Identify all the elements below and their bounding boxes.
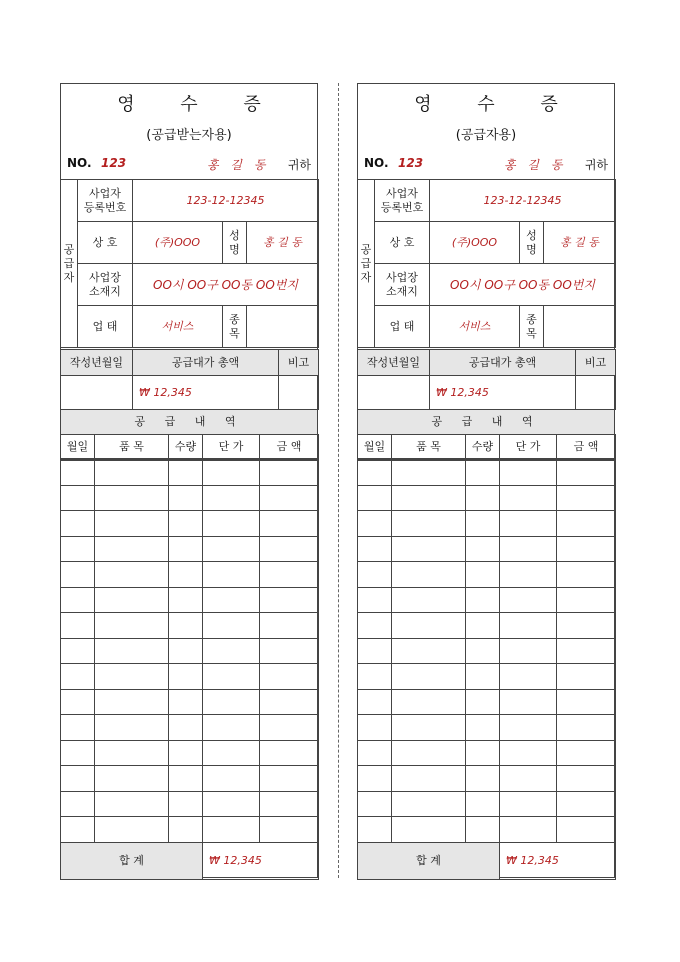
address-label: 사업장 소재지 (78, 264, 133, 306)
item-name-cell (392, 689, 466, 715)
item-row (61, 613, 319, 639)
item-qty-cell (169, 587, 203, 613)
receipt-customer-copy (60, 83, 318, 878)
item-qty-cell (466, 766, 500, 792)
item-amount-cell (557, 791, 616, 817)
item-date-cell (358, 485, 392, 511)
address-value: OO시 OO구 OO동 OO번지 (133, 264, 319, 306)
item-qty-cell (169, 511, 203, 537)
col-price: 단 가 (203, 435, 260, 460)
item-row (358, 536, 616, 562)
item-qty-cell (169, 817, 203, 843)
item-date-cell (358, 638, 392, 664)
item-name-cell (392, 460, 466, 486)
item-price-cell (500, 536, 557, 562)
total-label: 공급대가 총액 (430, 350, 576, 376)
item-type-value (544, 306, 616, 348)
item-price-cell (203, 766, 260, 792)
item-qty-cell (466, 587, 500, 613)
item-qty-cell (169, 664, 203, 690)
receipt-title: 영 수 증 (414, 94, 578, 115)
item-price-cell (203, 485, 260, 511)
item-amount-cell (557, 511, 616, 537)
item-qty-cell (169, 791, 203, 817)
receipt-number-row (67, 156, 311, 174)
details-label: 공 급 내 역 (358, 410, 615, 435)
note-label: 비고 (279, 350, 319, 376)
col-qty: 수량 (169, 435, 203, 460)
item-qty-cell (466, 817, 500, 843)
item-price-cell (500, 664, 557, 690)
item-date-cell (61, 511, 95, 537)
receipt-number-row (364, 156, 608, 174)
items-table (357, 459, 616, 843)
item-amount-cell (260, 613, 319, 639)
item-row (358, 587, 616, 613)
item-name-cell (95, 791, 169, 817)
col-amount: 금 액 (260, 435, 319, 460)
col-price: 단 가 (500, 435, 557, 460)
item-row (61, 664, 319, 690)
items-header (60, 434, 319, 461)
item-date-cell (61, 740, 95, 766)
sum-table (357, 842, 616, 880)
note-value (576, 376, 616, 410)
items-header (357, 434, 616, 461)
item-price-cell (500, 485, 557, 511)
item-amount-cell (557, 536, 616, 562)
details-header (60, 409, 318, 435)
item-qty-cell (169, 740, 203, 766)
business-value: 서비스 (133, 306, 223, 348)
item-type-label: 종 목 (520, 306, 544, 348)
item-price-cell (203, 715, 260, 741)
item-name-cell (392, 613, 466, 639)
item-name-cell (392, 536, 466, 562)
item-type-label: 종 목 (223, 306, 247, 348)
item-qty-cell (169, 460, 203, 486)
item-amount-cell (260, 562, 319, 588)
item-amount-cell (557, 715, 616, 741)
item-qty-cell (466, 740, 500, 766)
name-value: 홍 길 동 (247, 222, 319, 264)
sum-label: 합 계 (61, 843, 203, 880)
company-label: 상 호 (375, 222, 430, 264)
item-amount-cell (260, 715, 319, 741)
item-price-cell (203, 664, 260, 690)
item-row (358, 766, 616, 792)
item-type-value (247, 306, 319, 348)
item-name-cell (95, 485, 169, 511)
item-name-cell (392, 562, 466, 588)
customer-name: 홍 길 동 (207, 158, 270, 172)
no-value: 123 (398, 156, 424, 170)
sum-label: 합 계 (358, 843, 500, 880)
item-qty-cell (466, 485, 500, 511)
supplier-table (60, 179, 319, 348)
total-label: 공급대가 총액 (133, 350, 279, 376)
item-price-cell (500, 638, 557, 664)
item-name-cell (392, 740, 466, 766)
details-header (357, 409, 615, 435)
note-label: 비고 (576, 350, 616, 376)
item-name-cell (95, 613, 169, 639)
col-amount: 금 액 (557, 435, 616, 460)
item-row (358, 511, 616, 537)
date-label: 작성년월일 (61, 350, 133, 376)
item-price-cell (203, 817, 260, 843)
item-price-cell (203, 740, 260, 766)
item-amount-cell (260, 536, 319, 562)
item-amount-cell (557, 485, 616, 511)
item-row (358, 740, 616, 766)
item-price-cell (203, 536, 260, 562)
item-date-cell (358, 715, 392, 741)
item-price-cell (203, 689, 260, 715)
item-amount-cell (557, 766, 616, 792)
item-amount-cell (557, 613, 616, 639)
item-amount-cell (260, 511, 319, 537)
no-label: NO. (67, 156, 92, 170)
item-row (61, 562, 319, 588)
item-price-cell (500, 613, 557, 639)
cut-line (338, 83, 339, 878)
item-row (61, 715, 319, 741)
honorific-suffix: 귀하 (287, 158, 311, 172)
item-qty-cell (169, 562, 203, 588)
company-value: (주)OOO (430, 222, 520, 264)
item-name-cell (95, 536, 169, 562)
reg-label: 사업자 등록번호 (375, 180, 430, 222)
items-table (60, 459, 319, 843)
item-qty-cell (169, 613, 203, 639)
total-table (60, 349, 319, 410)
item-name-cell (392, 817, 466, 843)
item-amount-cell (557, 664, 616, 690)
item-name-cell (392, 485, 466, 511)
item-amount-cell (260, 485, 319, 511)
item-row (61, 511, 319, 537)
item-date-cell (61, 817, 95, 843)
receipt-subtitle: (공급자용) (455, 128, 517, 143)
total-value: ₩ 12,345 (133, 376, 279, 410)
item-name-cell (95, 587, 169, 613)
item-name-cell (95, 638, 169, 664)
item-price-cell (500, 511, 557, 537)
item-name-cell (392, 511, 466, 537)
details-label: 공 급 내 역 (61, 410, 318, 435)
item-qty-cell (169, 715, 203, 741)
item-name-cell (95, 715, 169, 741)
item-row (358, 485, 616, 511)
item-date-cell (61, 689, 95, 715)
item-date-cell (358, 766, 392, 792)
item-amount-cell (557, 689, 616, 715)
item-row (61, 638, 319, 664)
business-label: 업 태 (375, 306, 430, 348)
item-row (61, 766, 319, 792)
date-value (358, 376, 430, 410)
item-date-cell (61, 562, 95, 588)
sum-value: ₩ 12,345 (203, 843, 319, 880)
item-price-cell (500, 766, 557, 792)
item-price-cell (203, 562, 260, 588)
item-row (61, 740, 319, 766)
note-value (279, 376, 319, 410)
business-value: 서비스 (430, 306, 520, 348)
item-amount-cell (557, 817, 616, 843)
item-qty-cell (466, 562, 500, 588)
item-date-cell (358, 587, 392, 613)
item-name-cell (392, 587, 466, 613)
item-name-cell (392, 638, 466, 664)
item-name-cell (95, 740, 169, 766)
item-qty-cell (466, 689, 500, 715)
item-qty-cell (466, 638, 500, 664)
item-name-cell (392, 766, 466, 792)
item-date-cell (61, 715, 95, 741)
receipt-supplier-copy (357, 83, 615, 878)
company-value: (주)OOO (133, 222, 223, 264)
item-qty-cell (466, 715, 500, 741)
item-price-cell (203, 460, 260, 486)
item-name-cell (95, 511, 169, 537)
supplier-label: 공 급 자 (358, 180, 375, 348)
col-qty: 수량 (466, 435, 500, 460)
item-amount-cell (260, 638, 319, 664)
item-row (61, 817, 319, 843)
item-date-cell (358, 511, 392, 537)
honorific-suffix: 귀하 (584, 158, 608, 172)
item-price-cell (203, 613, 260, 639)
item-qty-cell (169, 766, 203, 792)
total-table (357, 349, 616, 410)
item-amount-cell (260, 664, 319, 690)
item-date-cell (358, 562, 392, 588)
supplier-table (357, 179, 616, 348)
item-price-cell (500, 817, 557, 843)
item-row (358, 817, 616, 843)
item-date-cell (61, 460, 95, 486)
item-amount-cell (260, 817, 319, 843)
item-amount-cell (557, 460, 616, 486)
item-date-cell (61, 664, 95, 690)
name-label: 성 명 (223, 222, 247, 264)
sum-value: ₩ 12,345 (500, 843, 616, 880)
item-date-cell (358, 664, 392, 690)
item-price-cell (500, 689, 557, 715)
item-qty-cell (466, 613, 500, 639)
reg-label: 사업자 등록번호 (78, 180, 133, 222)
company-label: 상 호 (78, 222, 133, 264)
item-name-cell (95, 817, 169, 843)
item-name-cell (95, 766, 169, 792)
item-qty-cell (169, 689, 203, 715)
item-price-cell (500, 740, 557, 766)
item-amount-cell (557, 587, 616, 613)
item-date-cell (61, 638, 95, 664)
item-amount-cell (557, 740, 616, 766)
item-price-cell (203, 587, 260, 613)
item-row (358, 689, 616, 715)
receipt-title: 영 수 증 (117, 94, 281, 115)
item-name-cell (95, 664, 169, 690)
address-value: OO시 OO구 OO동 OO번지 (430, 264, 616, 306)
item-amount-cell (557, 562, 616, 588)
col-item: 품 목 (95, 435, 169, 460)
item-name-cell (95, 562, 169, 588)
item-date-cell (61, 766, 95, 792)
item-date-cell (61, 485, 95, 511)
name-value: 홍 길 동 (544, 222, 616, 264)
item-price-cell (500, 715, 557, 741)
col-date: 월일 (358, 435, 392, 460)
item-date-cell (358, 460, 392, 486)
item-price-cell (500, 562, 557, 588)
item-name-cell (392, 715, 466, 741)
item-amount-cell (260, 766, 319, 792)
no-value: 123 (101, 156, 127, 170)
item-row (358, 460, 616, 486)
item-amount-cell (260, 587, 319, 613)
item-qty-cell (466, 791, 500, 817)
business-label: 업 태 (78, 306, 133, 348)
item-date-cell (358, 689, 392, 715)
item-amount-cell (260, 740, 319, 766)
item-amount-cell (260, 460, 319, 486)
item-date-cell (358, 536, 392, 562)
item-price-cell (203, 791, 260, 817)
total-value: ₩ 12,345 (430, 376, 576, 410)
item-price-cell (500, 791, 557, 817)
supplier-label: 공 급 자 (61, 180, 78, 348)
date-label: 작성년월일 (358, 350, 430, 376)
receipt-subtitle: (공급받는자용) (146, 128, 232, 143)
item-name-cell (392, 664, 466, 690)
reg-number: 123-12-12345 (133, 180, 319, 222)
item-qty-cell (169, 536, 203, 562)
item-row (358, 562, 616, 588)
item-price-cell (500, 587, 557, 613)
address-label: 사업장 소재지 (375, 264, 430, 306)
item-row (61, 460, 319, 486)
item-date-cell (61, 791, 95, 817)
item-date-cell (61, 536, 95, 562)
item-qty-cell (466, 664, 500, 690)
reg-number: 123-12-12345 (430, 180, 616, 222)
item-name-cell (392, 791, 466, 817)
item-date-cell (358, 740, 392, 766)
item-price-cell (203, 638, 260, 664)
customer-name: 홍 길 동 (504, 158, 567, 172)
item-qty-cell (466, 460, 500, 486)
item-price-cell (203, 511, 260, 537)
item-qty-cell (169, 638, 203, 664)
item-amount-cell (557, 638, 616, 664)
item-row (358, 715, 616, 741)
item-qty-cell (466, 511, 500, 537)
item-qty-cell (169, 485, 203, 511)
no-label: NO. (364, 156, 389, 170)
item-row (358, 638, 616, 664)
item-row (61, 689, 319, 715)
item-date-cell (358, 613, 392, 639)
col-date: 월일 (61, 435, 95, 460)
item-row (358, 664, 616, 690)
sum-table (60, 842, 319, 880)
item-row (61, 587, 319, 613)
item-row (61, 791, 319, 817)
item-date-cell (358, 817, 392, 843)
item-amount-cell (260, 791, 319, 817)
item-name-cell (95, 460, 169, 486)
item-date-cell (61, 613, 95, 639)
item-row (61, 536, 319, 562)
col-item: 품 목 (392, 435, 466, 460)
item-amount-cell (260, 689, 319, 715)
item-date-cell (358, 791, 392, 817)
item-name-cell (95, 689, 169, 715)
name-label: 성 명 (520, 222, 544, 264)
item-date-cell (61, 587, 95, 613)
item-price-cell (500, 460, 557, 486)
item-row (358, 613, 616, 639)
item-row (358, 791, 616, 817)
item-row (61, 485, 319, 511)
date-value (61, 376, 133, 410)
item-qty-cell (466, 536, 500, 562)
